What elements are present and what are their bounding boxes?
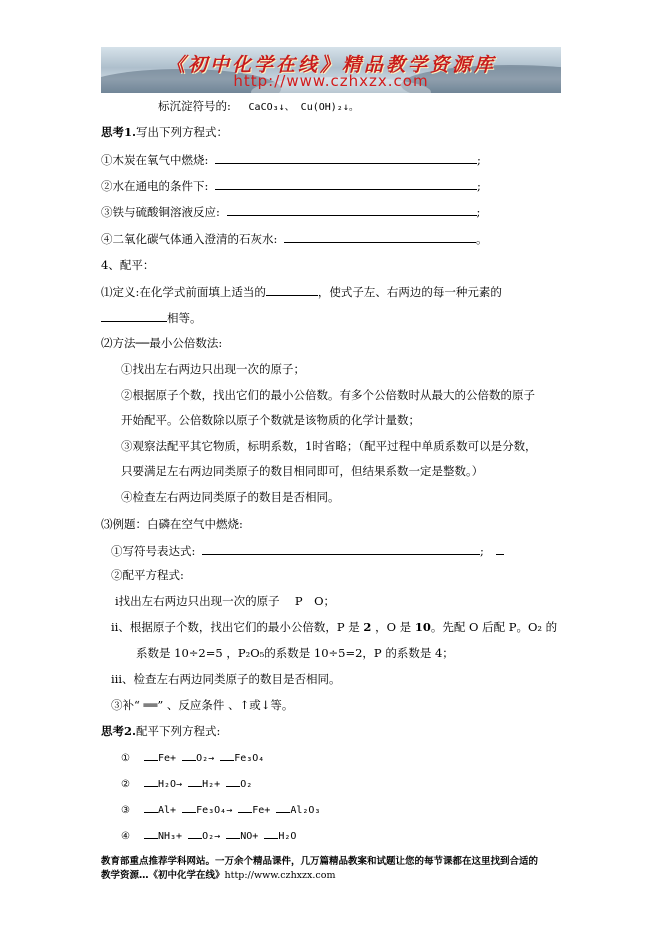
item-text: ②水在通电的条件下:: [101, 179, 209, 193]
footer-url[interactable]: http://www.czhxzx.com: [224, 870, 336, 881]
footer-line-2: [101, 869, 571, 883]
example-substep-cont: 系数是 10÷2=5 ，P₂O₅的系数是 10÷5=2，P 的系数是 4；: [136, 646, 454, 660]
equation-term: Fe₃O₄: [234, 753, 265, 764]
definition-line-2: [101, 309, 202, 326]
coefficient-blank[interactable]: [226, 775, 240, 787]
coefficient-blank[interactable]: [264, 827, 278, 839]
equation-term: H₂O: [278, 831, 297, 842]
coefficient-blank[interactable]: [144, 801, 158, 813]
method-step: 开始配平。公倍数除以原子个数就是该物质的化学计量数；: [121, 413, 420, 427]
equation-num: ②: [121, 779, 130, 790]
balance-equation: [121, 749, 264, 767]
coefficient-blank[interactable]: [226, 827, 240, 839]
equation-num: ①: [121, 753, 130, 764]
footer-text: 教育部重点推荐学科网站。一万余个精品课件，几万篇精品教案和试题让您的每节课都在这里找到合适的: [101, 856, 539, 867]
equation-term: NO+: [240, 831, 259, 842]
equation-term: Fe+: [252, 805, 271, 816]
substep-text: ，O 是: [375, 620, 412, 634]
method-step: ④检查左右两边同类原子的数目是否相同。: [121, 490, 340, 504]
answer-blank[interactable]: [284, 230, 476, 243]
equation-term: O₂: [240, 779, 253, 790]
coefficient-blank[interactable]: [144, 775, 158, 787]
balance-equation: [121, 827, 296, 845]
footer-text: 教学资源…《初中化学在线》: [101, 870, 225, 881]
coefficient-blank[interactable]: [238, 801, 252, 813]
coefficient-blank[interactable]: [182, 749, 196, 761]
coefficient-blank[interactable]: [220, 749, 234, 761]
item-end: ;: [477, 153, 481, 167]
answer-blank[interactable]: [266, 283, 318, 296]
example-title: ⑶例题：白磷在空气中燃烧:: [101, 517, 243, 531]
example-substep: [111, 619, 557, 635]
think2-title-text: 配平下列方程式:: [136, 724, 221, 738]
coefficient-blank[interactable]: [276, 801, 290, 813]
item-end: ;: [476, 205, 481, 219]
answer-blank[interactable]: [215, 177, 477, 190]
coefficient-blank[interactable]: [188, 775, 202, 787]
coefficient-blank[interactable]: [144, 827, 158, 839]
item-text: ①木炭在氧气中燃烧:: [101, 153, 209, 167]
section4-title: 4、配平：: [101, 258, 155, 272]
item-end: 。: [476, 232, 488, 246]
method-step: 只要满足左右两边同类原子的数目相同即可，但结果系数一定是整数。）: [121, 464, 484, 478]
header-banner: [101, 47, 561, 93]
method-step: ②根据原子个数，找出它们的最小公倍数。有多个公倍数时从最大的公倍数的原子: [121, 388, 535, 402]
think1-title-text: 写出下列方程式：: [136, 125, 229, 139]
equation-term: Fe₃O₄→: [196, 805, 233, 816]
equation-term: NH₃+: [158, 831, 183, 842]
precip-line: [158, 98, 359, 116]
equation-term: H₂+: [202, 779, 221, 790]
equation-num: ④: [121, 831, 130, 842]
definition-line: [101, 283, 502, 300]
think1-item: [101, 151, 481, 168]
lcm-o-value: 10: [414, 620, 431, 634]
method-title: ⑵方法──最小公倍数法:: [101, 336, 223, 350]
lcm-p-value: 2: [363, 620, 372, 634]
answer-blank[interactable]: [202, 542, 480, 555]
substep-text: ⅱ、根据原子个数，找出它们的最小公倍数，P 是: [111, 620, 360, 634]
example-step: [111, 542, 504, 559]
think1-item: [101, 203, 480, 220]
example-step: ③补“ ══” 、反应条件 、↑或↓等。: [111, 698, 294, 712]
equation-term: Fe+: [158, 753, 177, 764]
answer-blank[interactable]: [496, 542, 504, 555]
coefficient-blank[interactable]: [144, 749, 158, 761]
precip-label: 标沉淀符号的:: [158, 99, 231, 113]
substep-text: 。先配 O 后配 P。O₂ 的: [430, 620, 558, 634]
example-step: ②配平方程式:: [111, 568, 184, 582]
item-end: ;: [480, 544, 484, 558]
banner-title: 《初中化学在线》精品教学资源库: [165, 54, 496, 76]
item-text: ④二氧化碳气体通入澄清的石灰水:: [101, 232, 278, 246]
item-end: ;: [477, 179, 481, 193]
answer-blank[interactable]: [227, 203, 477, 216]
answer-blank[interactable]: [101, 309, 167, 322]
think1-item: [101, 177, 481, 194]
equation-term: Al₂O₃: [290, 805, 321, 816]
example-substep: ⅲ、检查左右两边同类原子的数目是否相同。: [111, 672, 341, 686]
equation-term: O₂→: [202, 831, 221, 842]
balance-equation: [121, 801, 320, 819]
page-footer: [101, 855, 571, 883]
banner-url[interactable]: http://www.czhxzx.com: [233, 72, 429, 90]
equation-term: H₂O→: [158, 779, 183, 790]
example-step-text: ①写符号表达式:: [111, 544, 196, 558]
balance-equation: [121, 775, 252, 793]
answer-blank[interactable]: [215, 151, 477, 164]
equation-num: ③: [121, 805, 130, 816]
method-step: ①找出左右两边只出现一次的原子；: [121, 362, 305, 376]
think1-title: [101, 124, 228, 140]
item-text: ③铁与硫酸铜溶液反应:: [101, 205, 220, 219]
definition-text: ⑴定义:在化学式前面填上适当的: [101, 285, 266, 299]
method-step: ③观察法配平其它物质，标明系数，1时省略；（配平过程中单质系数可以是分数，: [121, 439, 537, 453]
think1-item: [101, 230, 488, 247]
coefficient-blank[interactable]: [188, 827, 202, 839]
think2-heading: 思考2.: [101, 724, 137, 738]
equation-term: Al+: [158, 805, 177, 816]
definition-text: ，使式子左、右两边的每一种元素的: [317, 285, 502, 299]
definition-text: 相等。: [167, 311, 202, 325]
think1-heading: 思考1.: [101, 125, 137, 139]
equation-term: O₂→: [196, 753, 215, 764]
precip-formula: CaCO₃↓、 Cu(OH)₂↓。: [248, 102, 359, 113]
example-substep: ⅰ找出左右两边只出现一次的原子 P O；: [115, 594, 335, 608]
think2-title: [101, 723, 220, 739]
coefficient-blank[interactable]: [182, 801, 196, 813]
